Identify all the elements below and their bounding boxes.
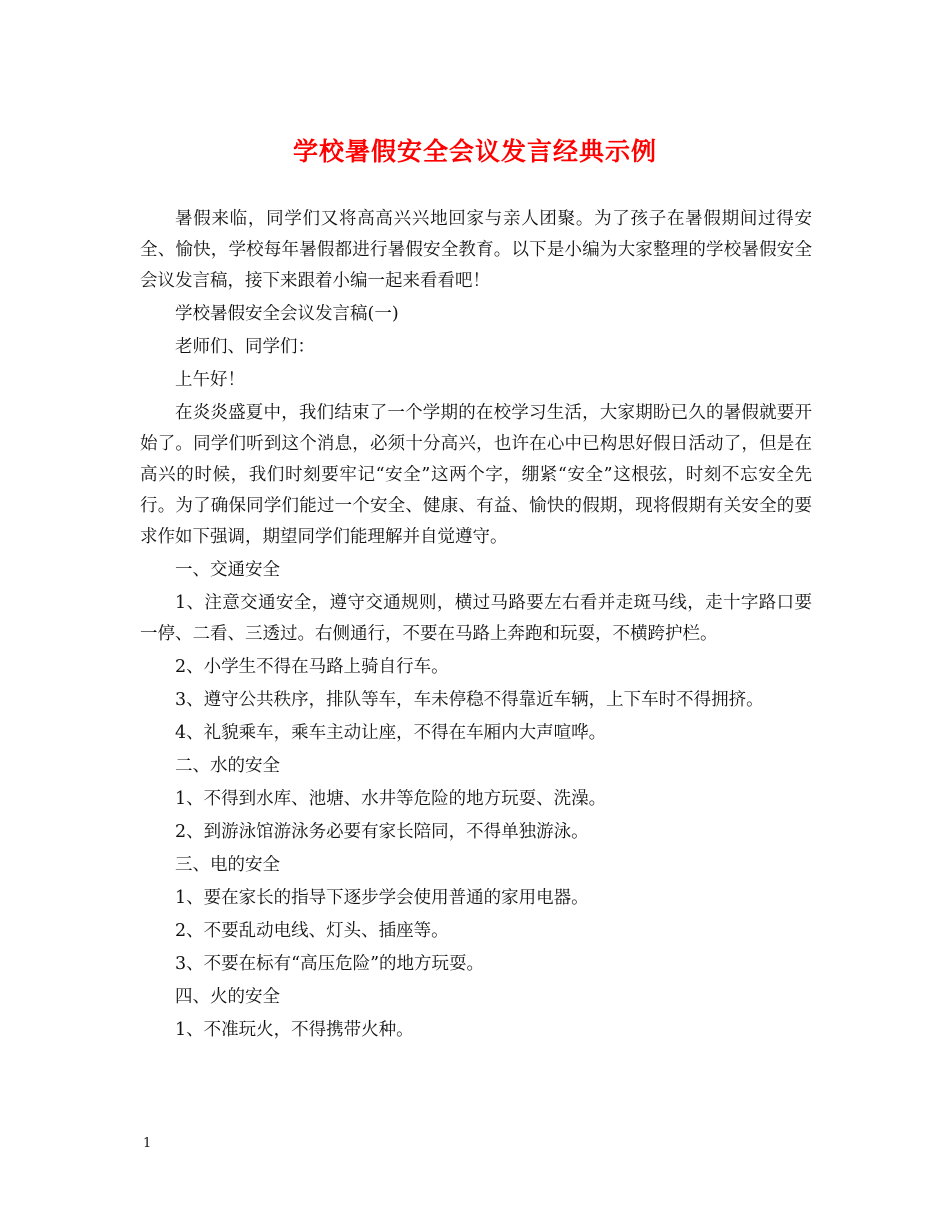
paragraph: 2、小学生不得在马路上骑自行车。	[175, 657, 449, 677]
paragraph: 上午好！	[175, 370, 245, 390]
section-heading: 四、火的安全	[175, 987, 280, 1007]
paragraph: 4、礼貌乘车，乘车主动让座，不得在车厢内大声喧哗。	[175, 723, 607, 743]
document-body	[140, 204, 812, 1048]
paragraph: 老师们、同学们：	[175, 337, 315, 357]
paragraph: 学校暑假安全会议发言稿(一)	[175, 304, 399, 324]
page-number: 1	[143, 1136, 152, 1151]
paragraph: 1、注意交通安全，遵守交通规则，横过马路要左右看并走斑马线，走十字路口要一停、二看、三透过。右侧通行，不要在马路上奔跑和玩耍，不横跨护栏。	[140, 593, 812, 644]
paragraph: 在炎炎盛夏中，我们结束了一个学期的在校学习生活，大家期盼已久的暑假就要开始了。同学们听到这个消息，必须十分高兴，也许在心中已构思好假日活动了，但是在高兴的时候，我们时刻要牢记“安全”这两个字，绷紧“安全”这根弦，时刻不忘安全先行。为了确保同学们能过一个安全、健康、有益、愉快的假期，现将假期有关安全的要求作如下强调，期望同学们能理解并自觉遵守。	[140, 403, 812, 547]
section-heading: 一、交通安全	[175, 560, 280, 580]
section-heading: 三、电的安全	[175, 855, 280, 875]
paragraph: 3、不要在标有“高压危险”的地方玩耍。	[175, 954, 485, 974]
paragraph: 1、不准玩火，不得携带火种。	[175, 1020, 414, 1040]
paragraph: 暑假来临，同学们又将高高兴兴地回家与亲人团聚。为了孩子在暑假期间过得安全、愉快，学校每年暑假都进行暑假安全教育。以下是小编为大家整理的学校暑假安全会议发言稿，接下来跟着小编一起来看看吧！	[140, 209, 812, 291]
paragraph: 3、遵守公共秩序，排队等车，车未停稳不得靠近车辆，上下车时不得拥挤。	[175, 690, 764, 710]
document-title: 学校暑假安全会议发言经典示例	[292, 137, 657, 166]
paragraph: 2、到游泳馆游泳务必要有家长陪同，不得单独游泳。	[175, 822, 589, 842]
section-heading: 二、水的安全	[175, 756, 280, 776]
paragraph: 1、要在家长的指导下逐步学会使用普通的家用电器。	[175, 888, 589, 908]
paragraph: 2、不要乱动电线、灯头、插座等。	[175, 921, 449, 941]
paragraph: 1、不得到水库、池塘、水井等危险的地方玩耍、洗澡。	[175, 789, 607, 809]
